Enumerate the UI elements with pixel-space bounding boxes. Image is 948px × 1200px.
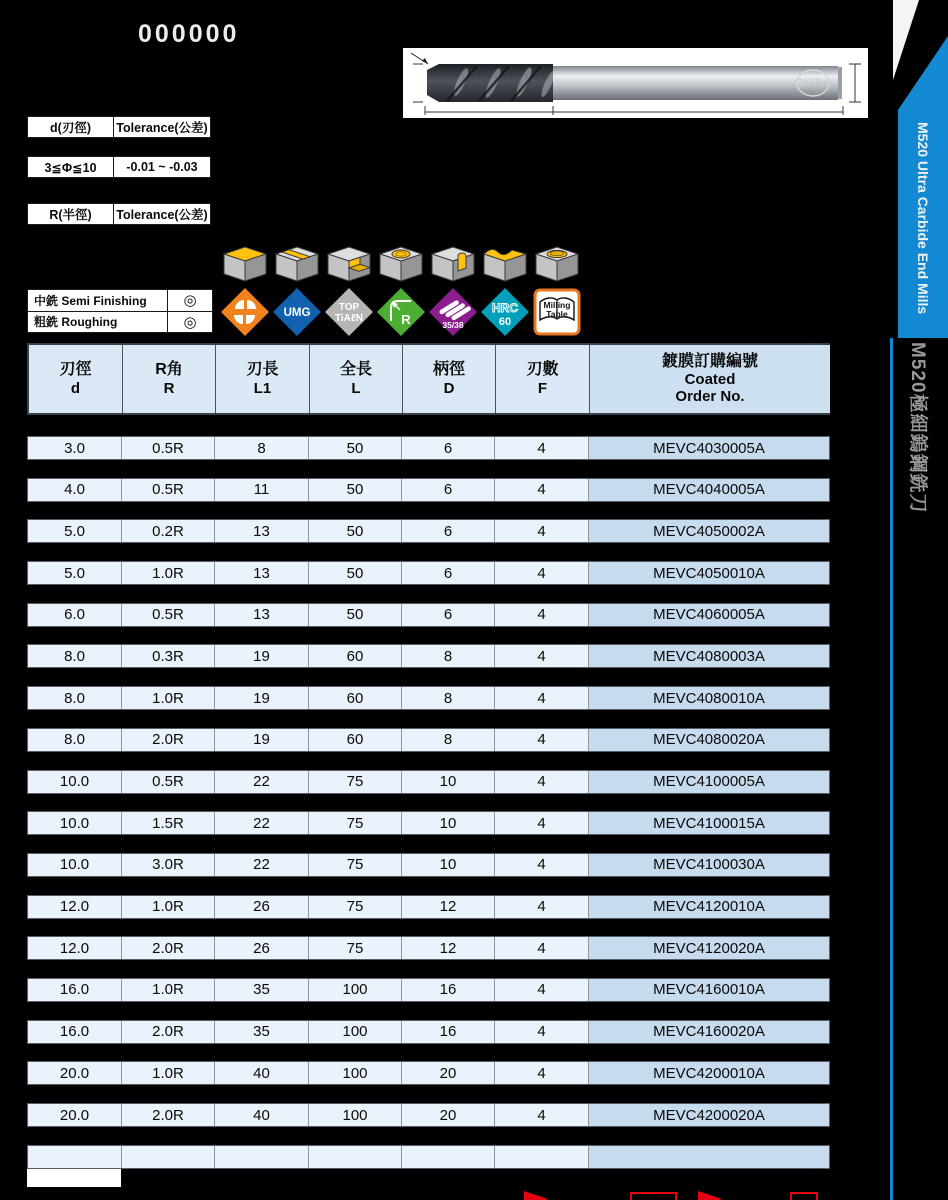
tolerance-r-label: R(半徑)	[28, 204, 114, 224]
table-row: 16.0 2.0R 35 100 16 4 MEVC4160020A	[27, 1020, 830, 1044]
radius-label: R	[401, 312, 411, 327]
end-mill-image	[403, 48, 868, 118]
capability-label: 粗銑 Roughing	[28, 312, 168, 333]
spec-table	[27, 343, 830, 1186]
shoulder-milling-icon	[326, 244, 372, 284]
tolerance-d-row	[27, 156, 211, 178]
tolerance-d-range: 3≦Φ≦10	[28, 157, 114, 177]
flute-badge	[220, 287, 270, 337]
capability-label: 中銑 Semi Finishing	[28, 290, 168, 311]
contour-milling-icon	[482, 244, 528, 284]
milling-table-line2: Table	[546, 309, 568, 319]
milling-table-line1: Milling	[543, 300, 571, 310]
product-photo	[403, 48, 868, 118]
capability-row	[28, 311, 212, 333]
sidebar-accent-line	[890, 338, 893, 1200]
coating-line2: TiAℓN	[334, 313, 364, 324]
capability-mark: ◎	[183, 313, 197, 331]
umg-badge	[272, 287, 322, 337]
application-icons	[222, 244, 580, 284]
series-title-en: M520 Ultra Carbide End Mills	[915, 122, 931, 315]
spec-table-body	[27, 436, 830, 1169]
footer-empty-cell	[27, 1169, 121, 1187]
tolerance-d-value: -0.01 ~ -0.03	[126, 160, 198, 174]
spec-table-header	[27, 343, 830, 415]
series-title-zh: M520極細鎢鋼銑刀	[907, 342, 928, 514]
table-row: 20.0 1.0R 40 100 20 4 MEVC4200010A	[27, 1061, 830, 1085]
red-outline-box	[630, 1192, 677, 1200]
umg-label: UMG	[283, 307, 311, 319]
table-row: 8.0 1.0R 19 60 8 4 MEVC4080010A	[27, 686, 830, 710]
hardness-range-label: 35/38	[442, 320, 464, 330]
hrc-line2: 60	[498, 316, 512, 328]
table-row	[27, 1145, 830, 1169]
header-d: 刃徑 d	[29, 345, 123, 413]
tolerance-d-header	[27, 116, 211, 138]
hrc-badge	[480, 287, 530, 337]
table-row: 8.0 2.0R 19 60 8 4 MEVC4080020A	[27, 728, 830, 752]
drilling-icon	[430, 244, 476, 284]
table-row: 12.0 1.0R 26 75 12 4 MEVC4120010A	[27, 895, 830, 919]
red-arrow-icon	[698, 1191, 722, 1200]
header-shank: 柄徑 D	[403, 345, 496, 413]
hardness-range-badge	[428, 287, 478, 337]
table-row: 20.0 2.0R 40 100 20 4 MEVC4200020A	[27, 1103, 830, 1127]
capability-mark: ◎	[183, 292, 197, 310]
face-milling-icon	[222, 244, 268, 284]
header-r: R角 R	[123, 345, 216, 413]
page-code: 000000	[138, 20, 240, 48]
table-row: 3.0 0.5R 8 50 6 4 MEVC4030005A	[27, 436, 830, 460]
milling-table-badge	[532, 287, 582, 337]
table-row: 6.0 0.5R 13 50 6 4 MEVC4060005A	[27, 603, 830, 627]
table-row: 8.0 0.3R 19 60 8 4 MEVC4080003A	[27, 644, 830, 668]
header-l1: 刃長 L1	[216, 345, 310, 413]
table-row: 10.0 1.5R 22 75 10 4 MEVC4100015A	[27, 811, 830, 835]
tolerance-r-title: Tolerance(公差)	[116, 208, 208, 222]
red-outline-box	[790, 1192, 818, 1200]
table-row: 5.0 1.0R 13 50 6 4 MEVC4050010A	[27, 561, 830, 585]
hrc-line1: HRC	[492, 301, 518, 315]
header-l: 全長 L	[310, 345, 403, 413]
coating-badge	[324, 287, 374, 337]
table-row: 10.0 0.5R 22 75 10 4 MEVC4100005A	[27, 770, 830, 794]
pocket-milling-icon	[534, 244, 580, 284]
table-row: 5.0 0.2R 13 50 6 4 MEVC4050002A	[27, 519, 830, 543]
slotting-icon	[274, 244, 320, 284]
watermark: CMTec	[794, 76, 832, 90]
tolerance-d-label: d(刃徑)	[28, 117, 114, 137]
coating-line1: TOP	[338, 302, 360, 313]
capability-row	[28, 290, 212, 311]
table-row: 4.0 0.5R 11 50 6 4 MEVC4040005A	[27, 478, 830, 502]
table-row: 10.0 3.0R 22 75 10 4 MEVC4100030A	[27, 853, 830, 877]
corner-radius-badge	[376, 287, 426, 337]
corner-wedge	[893, 0, 919, 80]
table-row: 12.0 2.0R 26 75 12 4 MEVC4120020A	[27, 936, 830, 960]
tolerance-r-header	[27, 203, 211, 225]
feature-badges	[220, 287, 582, 337]
table-row: 16.0 1.0R 35 100 16 4 MEVC4160010A	[27, 978, 830, 1002]
milling-capability-table	[27, 289, 213, 333]
tolerance-d-title: Tolerance(公差)	[116, 121, 208, 135]
helical-milling-icon	[378, 244, 424, 284]
header-order-no: 鍍膜訂購編號 Coated Order No.	[590, 345, 830, 413]
header-flutes: 刃數 F	[496, 345, 590, 413]
red-arrow-icon	[524, 1191, 548, 1200]
